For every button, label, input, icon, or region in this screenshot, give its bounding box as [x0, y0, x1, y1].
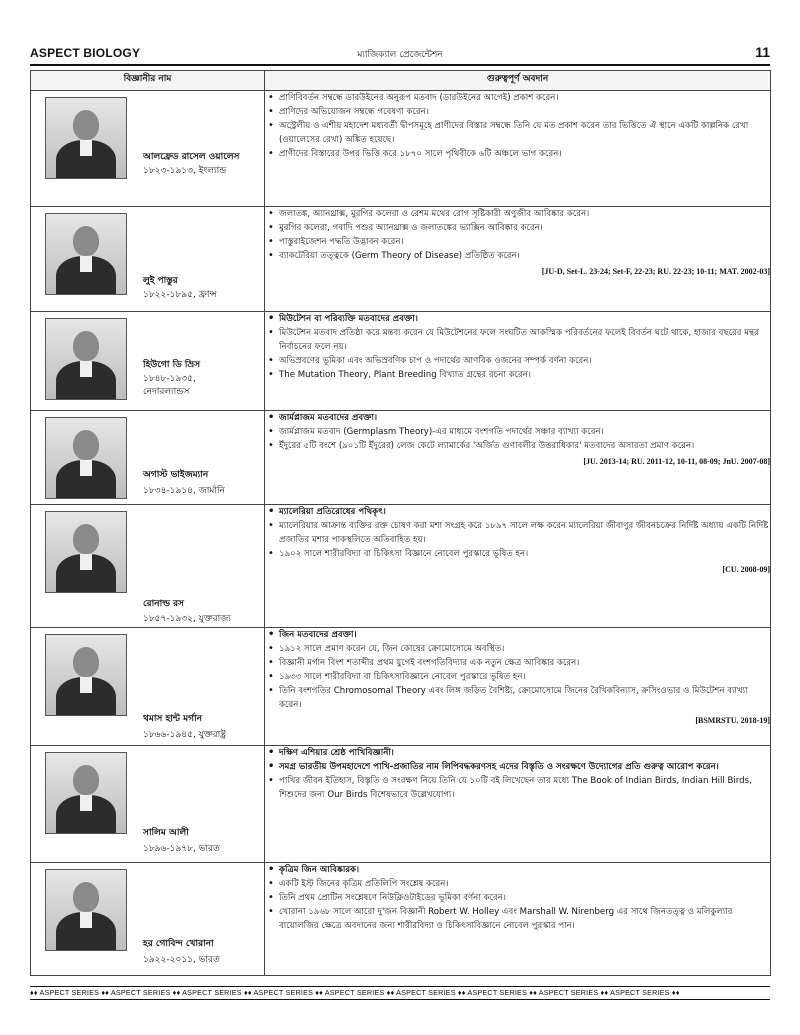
- contribution-item: • খোরানা ১৯৬৮ সালে আরো দু'জন বিজ্ঞানী Robert W. Holley এবং Marshall W. Nirenberg এর সাথে জিনতত্ত্ব ও মলিকুল্যার বায়োলজির ক্ষেত্রে অবদানের জন্য শারীরবিদ্যা ও চিকিৎসাবিজ্ঞানে নোবেল পুরস্কার পান।: [279, 905, 770, 933]
- scientist-cell: [31, 312, 265, 411]
- exam-reference: [JU. 2013-14; RU. 2011-12, 10-11, 08-09; JnU. 2007-08]: [583, 457, 770, 466]
- contribution-item: • The Mutation Theory, Plant Breeding বিখ্যাত গ্রন্থের রচনা করেন।: [279, 368, 770, 382]
- table-row: [31, 207, 771, 312]
- contribution-item: • জলাতঙ্ক, অ্যানথ্রাক্স, মুরগির কলেরা ও রেশম মথের রোগ সৃষ্টিকারী অণুজীব আবিষ্কার করেন।: [279, 207, 770, 221]
- table-row: [31, 863, 771, 976]
- exam-reference: [JU-D, Set-L. 23-24; Set-F, 22-23; RU. 22-23; 10-11; MAT. 2002-03]: [541, 267, 770, 276]
- contribution-cell: [265, 207, 771, 312]
- scientist-portrait: [45, 318, 127, 400]
- scientist-name: রোনাল্ড রস: [143, 599, 184, 609]
- scientist-portrait: [45, 869, 127, 951]
- scientist-name: আলফ্রেড রাসেল ওয়ালেস: [143, 152, 240, 162]
- scientist-cell: [31, 91, 265, 207]
- column-header-contribution: গুরুত্বপূর্ণ অবদান: [265, 71, 771, 91]
- table-row: [31, 411, 771, 505]
- contribution-item: • পাখির জীবন ইতিহাস, বিস্তৃতি ও সংরক্ষণ নিয়ে তিনি যে ১০টি বই লিখেছেন তার মধ্যে The Book of Indian Birds, Indian Hill Birds, শিশুদের জন্য Our Birds বিশেষভাবে উল্লেখযোগ্য।: [279, 774, 770, 802]
- scientist-cell: [31, 207, 265, 312]
- contribution-item: • মিউটেশন বা পরিব্যক্তি মতবাদের প্রবক্তা।: [279, 312, 770, 326]
- contribution-item: • মিউটেশন মতবাদ প্রতিষ্ঠা করে মন্তব্য করেন যে মিউটেশনের ফলে সংঘটিত আকস্মিক পরিবর্তনের ফলেই বিবর্তন ঘটে থাকে, হাজার বছরের মন্থর নির্বাচনের ফলে নয়।: [279, 326, 770, 354]
- brand-title: ASPECT BIOLOGY: [30, 46, 141, 60]
- contribution-item: • জার্মপ্লাজম মতবাদের প্রবক্তা।: [279, 411, 770, 425]
- contribution-item: • ইঁদুরের ৫টি বংশে (৯০১টি ইঁদুরের) লেজ কেটে ল্যামার্কের 'অর্জিত গুণাবলীর উত্তরাধিকার' মতবাদের অসারতা প্রমাণ করেন।: [279, 439, 770, 453]
- contribution-item: • ১৯০২ সালে শারীরবিদ্যা বা চিকিৎসা বিজ্ঞানে নোবেল পুরস্কারে ভূষিত হন।: [279, 547, 770, 561]
- scientist-country: নেদারল্যান্ডস: [143, 387, 190, 397]
- contribution-item: • কৃত্রিম জিন আবিষ্কারক।: [279, 863, 770, 877]
- header-rule: [30, 64, 770, 66]
- contribution-item: • জার্মপ্লাজম মতবাদ (Germplasm Theory)-এর মাধ্যমে বংশগতি পদার্থের সঞ্চার ব্যাখ্যা করেন।: [279, 425, 770, 439]
- contribution-item: • সমগ্র ভারতীয় উপমহাদেশে পাখি-প্রজাতির নাম লিপিবদ্ধকরণসহ এদের বিস্তৃতি ও সংরক্ষণে উদ্যোগের প্রতি গুরুত্ব আরোপ করেন।: [279, 760, 770, 774]
- table-row: [31, 91, 771, 207]
- scientist-portrait: [45, 97, 127, 179]
- scientist-portrait: [45, 213, 127, 295]
- contribution-item: • ম্যালেরিয়া প্রতিরোধের পথিকৃৎ।: [279, 505, 770, 519]
- contribution-item: • প্রাণিদের অভিযোজন সম্বন্ধে গবেষণা করেন।: [279, 105, 770, 119]
- contribution-item: • ১৯৩৩ সালে শারীরবিদ্যা বা চিকিৎসাবিজ্ঞানে নোবেল পুরস্কারে ভূষিত হন।: [279, 670, 770, 684]
- scientist-cell: [31, 411, 265, 505]
- contribution-list: [265, 628, 770, 712]
- contribution-cell: [265, 505, 771, 628]
- contribution-item: • জিন মতবাদের প্রবক্তা।: [279, 628, 770, 642]
- contribution-list: [265, 863, 770, 933]
- contribution-cell: [265, 91, 771, 207]
- table-row: [31, 505, 771, 628]
- contribution-item: • মুরগির কলেরা, গবাদি পশুর অ্যানথ্রাক্স ও জলাতঙ্কের ভ্যাক্সিন আবিষ্কার করেন।: [279, 221, 770, 235]
- scientist-portrait: [45, 417, 127, 499]
- scientist-cell: [31, 863, 265, 976]
- scientist-lifespan: ১৮৪৮-১৯৩৫,: [143, 374, 196, 384]
- scientist-lifespan: ১৮৩৪-১৯১৪, জার্মানি: [143, 486, 225, 496]
- table-row: [31, 312, 771, 411]
- exam-reference: [BSMRSTU. 2018-19]: [695, 716, 770, 725]
- scientist-name: সালিম আলী: [143, 828, 189, 838]
- page-number: 11: [755, 44, 770, 60]
- contribution-list: [265, 312, 770, 382]
- contribution-item: • অভিস্রবণের ভূমিকা এবং অভিস্রবণিক চাপ ও পদার্থের আণবিক ওজনের সম্পর্ক বর্ণনা করেন।: [279, 354, 770, 368]
- page-header: [30, 46, 770, 64]
- scientist-name: হিউগো ডি ভ্রিস: [143, 360, 201, 370]
- contribution-item: • তিনি প্রথম প্রোটিন সংশ্লেষণে নিউক্লিওটাইডের ভূমিকা বর্ণনা করেন।: [279, 891, 770, 905]
- scientist-portrait: [45, 634, 127, 716]
- scientist-name: অগাস্ট ভাইজম্যান: [143, 470, 209, 480]
- contribution-item: • বিজ্ঞানী মর্গান বিংশ শতাব্দীর প্রথম যুগেই বংশগতিবিদ্যার এক নতুন ক্ষেত্র আবিষ্কার করেন।: [279, 656, 770, 670]
- contribution-cell: [265, 411, 771, 505]
- scientist-cell: [31, 746, 265, 863]
- scientist-name: লুই পাস্তুর: [143, 276, 178, 286]
- contribution-cell: [265, 863, 771, 976]
- table-header-row: [31, 71, 771, 91]
- scientists-table: [30, 70, 771, 976]
- scientist-cell: [31, 505, 265, 628]
- contribution-cell: [265, 312, 771, 411]
- contribution-list: [265, 746, 770, 802]
- table-row: [31, 746, 771, 863]
- contribution-item: • ম্যালেরিয়ার আক্রান্ত ব্যক্তির রক্ত চোষণ করা মশা সংগ্রহ করে ১৮৯৭ সালে লক্ষ করেন ম্যালেরিয়া জীবাণুর জীবনচক্রের নির্দিষ্ট অধ্যায় একটি নির্দিষ্ট প্রজাতির মশার পাকস্থলিতে অতিবাহিত হয়।: [279, 519, 770, 547]
- scientist-lifespan: ১৮৫৭-১৯৩২, যুক্তরাজ্য: [143, 614, 231, 624]
- scientist-name: থমাস হান্ট মর্গান: [143, 714, 202, 724]
- contribution-list: [265, 91, 770, 161]
- contribution-list: [265, 505, 770, 561]
- section-title: ম্যাজিক্যাল প্রেজেন্টেশন: [357, 50, 443, 60]
- scientist-lifespan: ১৮২২-১৮৯৫, ফ্রান্স: [143, 290, 217, 300]
- contribution-cell: [265, 628, 771, 746]
- scientist-lifespan: ১৮৬৬-১৯৪৫, যুক্তরাষ্ট্র: [143, 730, 226, 740]
- contribution-item: • একটি ইস্ট জিনের কৃত্রিম প্রতিলিপি সংশ্লেষ করেন।: [279, 877, 770, 891]
- contribution-item: • অস্ট্রেলীয় ও এশীয় মহাদেশ মধ্যবর্তী দ্বীপসমূহে প্রাণীদের বিস্তার সম্বন্ধে তিনি যে মত প্রকাশ করেন তার ভিত্তিতে ঐ স্থানে একটি কাল্পনিক রেখা (ওয়ালেসের রেখা) অঙ্কিত হয়েছে।: [279, 119, 770, 147]
- contribution-item: • তিনি বংশগতির Chromosomal Theory এবং লিঙ্গ জড়িত বৈশিষ্ট্য, ক্রোমোসোমে জিনের রৈখিকবিন্যাস, ক্রসিংওভার ও মিউটেশন ব্যাখ্যা করেন।: [279, 684, 770, 712]
- contribution-item: • ১৯১২ সালে প্রমাণ করেন যে, জিন কোষের ক্রোমোসোমে অবস্থিত।: [279, 642, 770, 656]
- scientist-lifespan: ১৮৯৬-১৯৭৮, ভারত: [143, 844, 220, 854]
- contribution-list: [265, 207, 770, 263]
- contribution-list: [265, 411, 770, 453]
- exam-reference: [CU. 2008-09]: [722, 565, 770, 574]
- scientist-cell: [31, 628, 265, 746]
- contribution-cell: [265, 746, 771, 863]
- scientist-name: হর গোবিন্দ খোরানা: [143, 939, 214, 949]
- contribution-item: • ব্যাকটেরিয়া তত্ত্বকে (Germ Theory of Disease) প্রতিষ্ঠিত করেন।: [279, 249, 770, 263]
- footer-series-strip: ♦♦ ASPECT SERIES ♦♦ ASPECT SERIES ♦♦ ASPECT SERIES ♦♦ ASPECT SERIES ♦♦ ASPECT SERIES ♦♦ ASPECT SERIES ♦♦ ASPECT SERIES ♦♦ ASPECT SERIES ♦♦ ASPECT SERIES ♦♦: [30, 986, 770, 1000]
- column-header-scientist: বিজ্ঞানীর নাম: [31, 71, 265, 91]
- scientist-portrait: [45, 752, 127, 834]
- contribution-item: • প্রাণীদের বিস্তারের উপর ভিত্তি করে ১৮৭০ সালে পৃথিবীকে ৬টি অঞ্চলে ভাগ করেন।: [279, 147, 770, 161]
- contribution-item: • পাস্তুরাইজেশন পদ্ধতি উদ্ভাবন করেন।: [279, 235, 770, 249]
- contribution-item: • দক্ষিণ এশিয়ার শ্রেষ্ঠ পাখিবিজ্ঞানী।: [279, 746, 770, 760]
- table-row: [31, 628, 771, 746]
- contribution-item: • প্রাণিবিবর্তন সম্বন্ধে ডারউইনের অনুরূপ মতবাদ (ডারউইনের আগেই) প্রকাশ করেন।: [279, 91, 770, 105]
- scientist-lifespan: ১৮২৩-১৯১৩, ইংল্যান্ড: [143, 166, 227, 176]
- scientist-portrait: [45, 511, 127, 593]
- scientist-lifespan: ১৯২২-২০১১, ভারত: [143, 955, 220, 965]
